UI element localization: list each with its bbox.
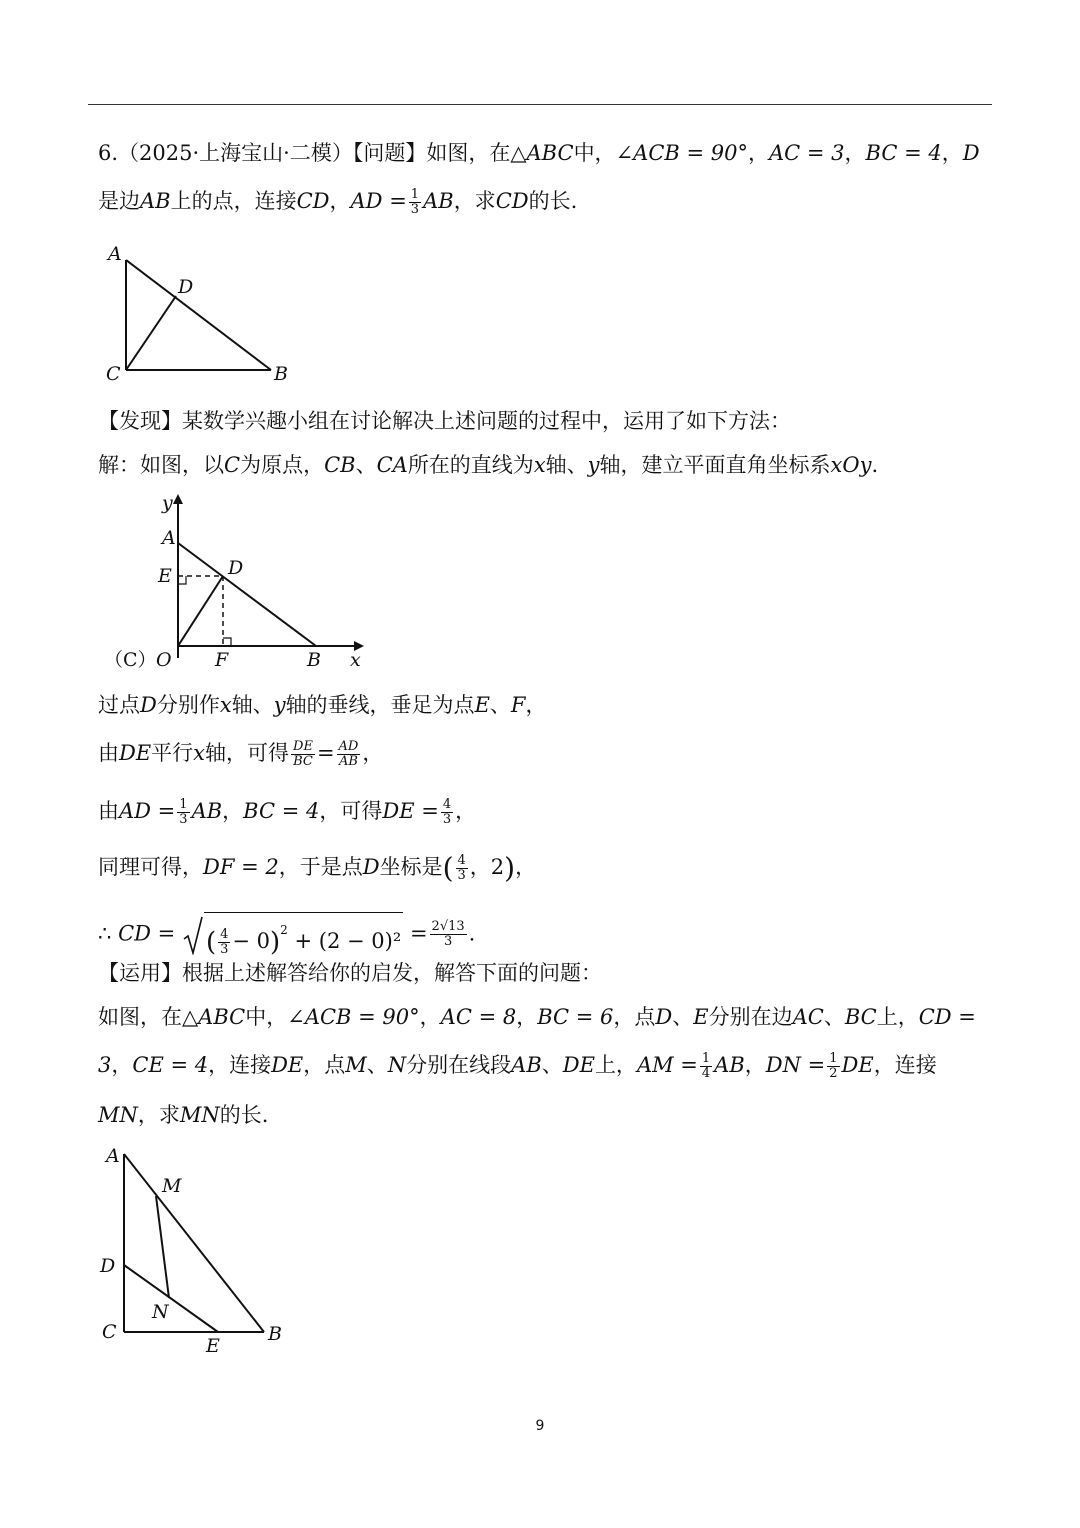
math: F [510, 693, 526, 717]
exponent: 2 [280, 923, 288, 937]
text: 轴，建立平面直角坐标系 [599, 453, 831, 477]
label-b: B [268, 1323, 282, 1345]
denominator: 3 [179, 812, 188, 827]
text: 上， [594, 1053, 637, 1077]
math: MN [179, 1103, 220, 1127]
text: ， [222, 799, 244, 823]
problem-number: 6. [98, 141, 119, 165]
step-line-5 [98, 912, 1000, 958]
math: D [962, 141, 980, 165]
text: 轴，可得 [205, 741, 290, 765]
math: AB [511, 1053, 542, 1077]
math: D [362, 855, 380, 879]
label-a: A [108, 243, 122, 265]
problem-line-1 [98, 138, 1000, 168]
text: 、 [823, 1005, 845, 1029]
text: ， [111, 1053, 133, 1077]
math: CD [296, 189, 330, 213]
math: DE = [382, 799, 439, 823]
apply-heading-line [98, 958, 1000, 988]
math: AB [423, 189, 454, 213]
fraction [218, 928, 230, 957]
text: 上的点，连接 [170, 189, 297, 213]
radical-sign [182, 915, 204, 955]
denominator: 3 [220, 942, 229, 957]
label-o: O [156, 649, 172, 671]
text: ， [362, 741, 384, 765]
math: BC [844, 1005, 877, 1029]
text: ，连接 [208, 1053, 272, 1077]
text: ， [419, 1005, 441, 1029]
math: BC = 4 [243, 799, 320, 823]
paren-close: ) [270, 927, 281, 958]
math: AD = [350, 189, 407, 213]
comma: ， [469, 855, 491, 879]
fraction [337, 740, 361, 769]
text: 轴的垂线，垂足为点 [285, 693, 475, 717]
math: D [140, 693, 157, 717]
text: 上， [876, 1005, 919, 1029]
step-line-4 [98, 852, 1000, 884]
question-tag: 【问题】 [352, 141, 427, 165]
text: 轴、 [545, 453, 588, 477]
denominator: 3 [457, 868, 466, 883]
math: CD [495, 189, 529, 213]
numerator: DE [293, 739, 313, 754]
math: DE [119, 741, 152, 765]
numerator: 1 [179, 797, 188, 812]
step-line-3 [98, 796, 1000, 827]
math: CA [376, 453, 408, 477]
denominator: 3 [442, 812, 452, 827]
numerator: 4 [442, 797, 452, 812]
label-c: C [106, 363, 121, 385]
problem-source: （2025·上海宝山·二模） [118, 141, 353, 165]
math: − 0 [232, 929, 271, 953]
text: ， [515, 855, 537, 879]
discover-line [98, 406, 1000, 436]
math: AC = 8 [440, 1005, 517, 1029]
numerator: 1 [829, 1051, 838, 1066]
label-y: y [162, 492, 173, 514]
label-c-prefix: （C） [104, 649, 157, 671]
math: MN [98, 1103, 138, 1127]
label-m: M [162, 1175, 182, 1197]
text: ， [941, 141, 963, 165]
apply-line-2 [98, 1050, 1000, 1081]
text: 是边 [98, 189, 140, 213]
math: CE = 4 [132, 1053, 209, 1077]
step-line-1 [98, 690, 1000, 720]
text: ，求 [453, 189, 496, 213]
figure-triangle-mn [96, 1140, 306, 1360]
text: ， [748, 141, 769, 165]
fraction [291, 740, 315, 769]
math: AD = [119, 799, 176, 823]
label-c: C [102, 1321, 117, 1343]
apply-line-3 [98, 1100, 1000, 1130]
math: M [345, 1053, 367, 1077]
fraction [441, 798, 453, 827]
math: CD = [918, 1005, 976, 1029]
math: DN = [765, 1053, 826, 1077]
text: 由 [98, 741, 119, 765]
label-b: B [274, 363, 288, 385]
math: ∠ACB = 90° [615, 141, 748, 165]
text: 分别在边 [708, 1005, 793, 1029]
math: D [655, 1005, 673, 1029]
math: + (2 − 0)² [294, 929, 402, 953]
label-b: B [307, 649, 321, 671]
apply-line-1 [98, 1002, 1000, 1032]
math: DE [562, 1053, 595, 1077]
header-rule [88, 104, 992, 105]
y-axis-arrow [173, 494, 183, 504]
math: DE [271, 1053, 304, 1077]
math: C [224, 453, 241, 477]
text: . [468, 921, 476, 946]
apply-tag: 【运用】 [98, 961, 182, 985]
page-number: 9 [535, 1418, 545, 1434]
text: ， [455, 799, 477, 823]
numerator: 4 [220, 927, 229, 942]
label-d: D [228, 557, 244, 579]
math: xOy [830, 453, 872, 477]
text: 、 [672, 1005, 694, 1029]
math: x [219, 693, 232, 717]
fraction [177, 798, 189, 827]
text: 分别在线段 [406, 1053, 512, 1077]
math: DE [841, 1053, 874, 1077]
label-e: E [206, 1335, 220, 1357]
label-n: N [152, 1301, 169, 1323]
text: ，点 [303, 1053, 346, 1077]
text: 的长. [219, 1103, 269, 1127]
math: AC = 3 [769, 141, 845, 165]
therefore-symbol: ∴ [98, 921, 112, 946]
math: BC = 4 [865, 141, 942, 165]
step-line-2 [98, 738, 1000, 769]
label-d: D [178, 276, 194, 298]
text: 同理可得， [98, 855, 203, 879]
fraction [409, 188, 421, 217]
denominator: BC [293, 754, 313, 769]
text: 轴、 [231, 693, 274, 717]
text: 中， [573, 141, 616, 165]
denominator: 4 [701, 1066, 711, 1081]
label-d: D [100, 1255, 116, 1277]
math: AB [714, 1053, 745, 1077]
text: 坐标是 [379, 855, 443, 879]
text: 的长. [528, 189, 578, 213]
text: 、 [541, 1053, 563, 1077]
math: y [587, 453, 600, 477]
math: y [273, 693, 286, 717]
text: ，于是点 [278, 855, 363, 879]
denominator: AB [338, 754, 358, 769]
math: DF = 2 [203, 855, 279, 879]
label-a: A [106, 1145, 120, 1167]
paren-open: ( [205, 927, 217, 958]
text: ， [525, 693, 547, 717]
text: ，点 [613, 1005, 656, 1029]
label-e: E [158, 565, 172, 587]
figure-triangle-abc [96, 240, 306, 390]
math: 3 [98, 1053, 112, 1077]
radicand [204, 912, 403, 958]
text: ，求 [137, 1103, 180, 1127]
math: BC = 6 [537, 1005, 614, 1029]
fraction [430, 920, 467, 949]
math: N [387, 1053, 407, 1077]
text: 、 [366, 1053, 388, 1077]
math: ABC [198, 1005, 246, 1029]
text: ， [516, 1005, 538, 1029]
text: 某数学兴趣小组在讨论解决上述问题的过程中，运用了如下方法： [182, 409, 791, 433]
label-x: x [350, 649, 361, 671]
text: 为原点， [240, 453, 325, 477]
text: 所在的直线为 [407, 453, 534, 477]
label-f: F [215, 649, 229, 671]
solution-line [98, 450, 1000, 480]
math: = [409, 921, 428, 946]
denominator: 2 [829, 1066, 838, 1081]
math: 2 [490, 855, 505, 879]
math: AC [792, 1005, 824, 1029]
label-a: A [162, 527, 176, 549]
text: 、 [355, 453, 377, 477]
problem-line-2 [98, 186, 1000, 217]
text: ，可得 [319, 799, 383, 823]
math: ∠ACB = 90° [287, 1005, 420, 1029]
text: 分别作 [156, 693, 220, 717]
denominator: 3 [410, 202, 420, 217]
math: = [316, 741, 335, 765]
math: x [533, 453, 546, 477]
sqrt-expression [182, 912, 403, 958]
text: 由 [98, 799, 119, 823]
text: ， [844, 141, 866, 165]
text: 根据上述解答给你的启发，解答下面的问题： [182, 961, 602, 985]
math: AB [140, 189, 171, 213]
denominator: 3 [443, 934, 453, 950]
text: 如图，在△ [426, 141, 527, 165]
numerator: 1 [410, 187, 420, 202]
math: CB [324, 453, 356, 477]
math: E [474, 693, 490, 717]
text: 解：如图，以 [98, 453, 224, 477]
numerator: AD [338, 739, 359, 754]
text: 平行 [151, 741, 194, 765]
fraction [827, 1052, 839, 1081]
fraction [456, 854, 468, 883]
numerator: 4 [457, 853, 466, 868]
numerator: 1 [701, 1051, 711, 1066]
math: CD = [118, 921, 176, 946]
numerator: 2√13 [431, 919, 465, 935]
text: ， [329, 189, 351, 213]
text: 过点 [98, 693, 140, 717]
fraction [700, 1052, 712, 1081]
discover-tag: 【发现】 [98, 409, 182, 433]
text: 、 [489, 693, 511, 717]
math: AM = [636, 1053, 698, 1077]
text: ， [744, 1053, 766, 1077]
math: E [693, 1005, 709, 1029]
math: AB [191, 799, 223, 823]
text: 如图，在△ [98, 1005, 199, 1029]
paren-open: ( [442, 851, 454, 885]
paren-close: ) [504, 851, 516, 885]
text: ，连接 [873, 1053, 937, 1077]
text: . [871, 453, 879, 477]
math: ABC [526, 141, 574, 165]
math: x [193, 741, 206, 765]
text: 中， [245, 1005, 288, 1029]
figure-coordinate-system [96, 488, 386, 678]
